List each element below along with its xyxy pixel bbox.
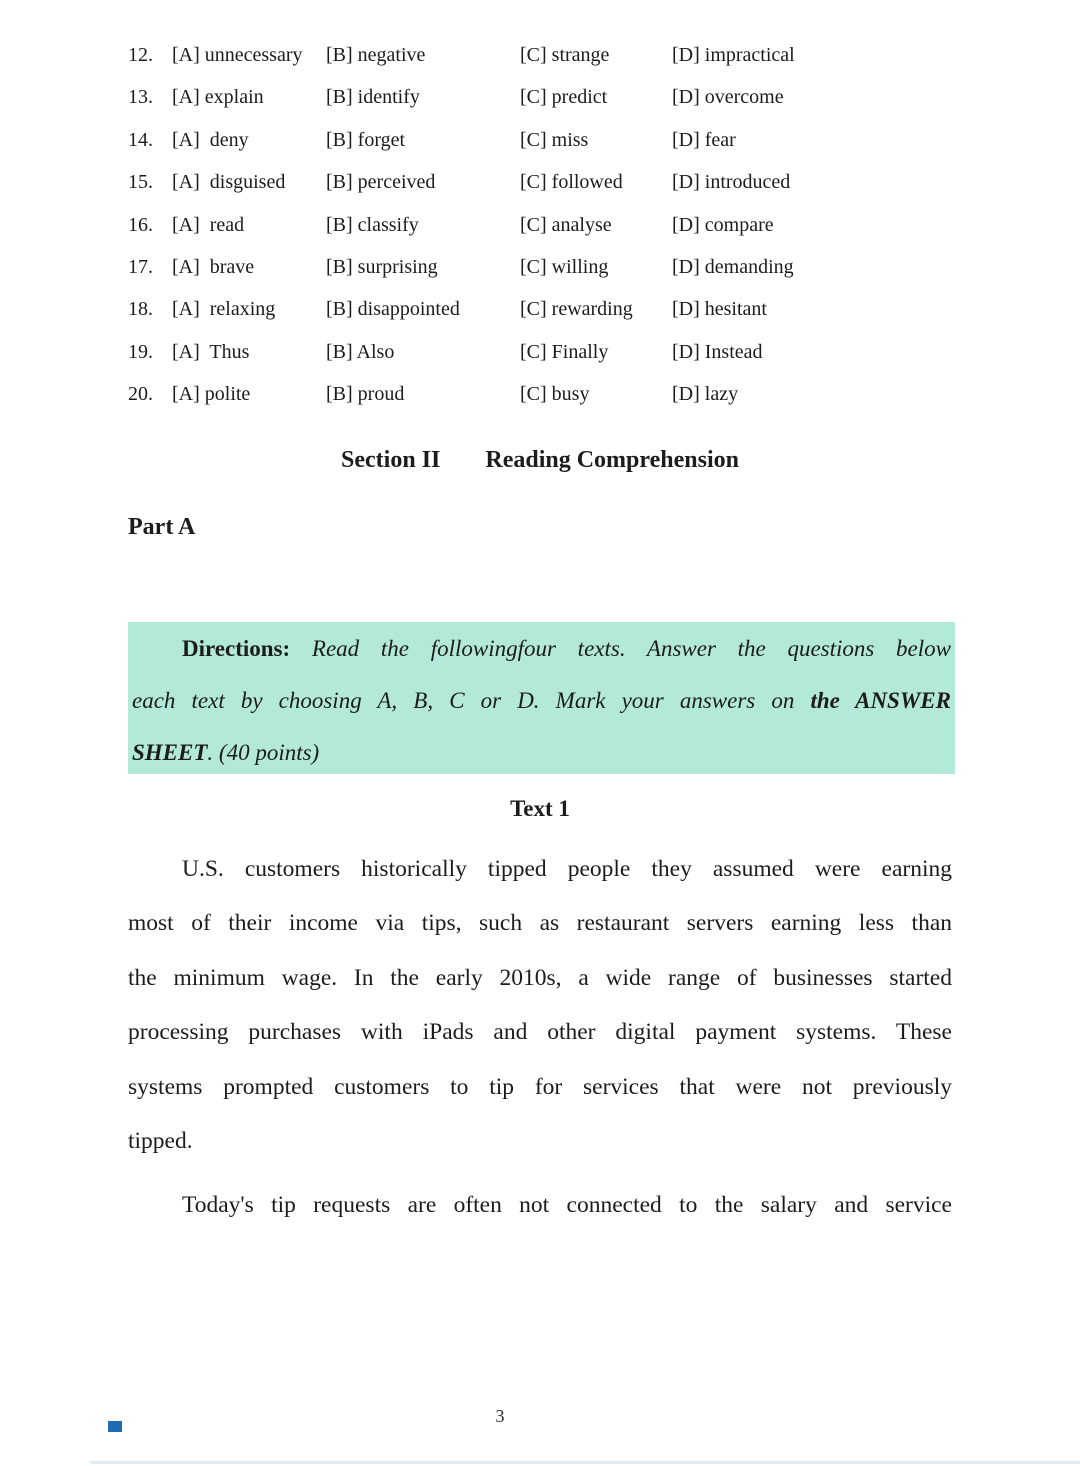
directions-text: each text by choosing A, B, C or D. Mark your answers on: [132, 688, 795, 713]
directions-line-3: [132, 727, 951, 779]
option-c: [C] miss: [520, 128, 589, 151]
option-a: [A] unnecessary: [172, 44, 303, 66]
question-number: 14.: [128, 128, 153, 151]
option-b: [B] classify: [326, 213, 419, 236]
section-heading-title: Reading Comprehension: [485, 447, 739, 473]
blue-square-marker: [108, 1421, 122, 1432]
question-row-12: [128, 34, 1020, 76]
option-a: [A] explain: [172, 86, 264, 109]
option-c: [C] willing: [520, 256, 609, 279]
option-c: [C] strange: [520, 44, 610, 66]
paragraph-line: systems prompted customers to tip for services that were not previously: [128, 1073, 952, 1100]
question-number: 17.: [128, 256, 153, 279]
directions-line-1: [132, 623, 951, 675]
option-b: [B] surprising: [326, 256, 438, 279]
option-d: [D] impractical: [672, 44, 795, 66]
directions-line-2: [132, 675, 951, 727]
option-b: [B] Also: [326, 340, 395, 363]
paragraph-line: U.S. customers historically tipped people they assumed were earning: [182, 856, 952, 882]
option-c: [C] rewarding: [520, 298, 633, 321]
option-b: [B] identify: [326, 86, 420, 109]
cloze-options-section: [128, 34, 1020, 416]
option-c: [C] analyse: [520, 213, 612, 236]
part-a-label: Part A: [128, 514, 196, 540]
option-c: [C] Finally: [520, 340, 609, 363]
option-a: [A] deny: [172, 128, 249, 151]
option-d: [D] compare: [672, 213, 774, 236]
paragraph-line: most of their income via tips, such as restaurant servers earning less than: [128, 910, 952, 937]
option-b: [B] perceived: [326, 171, 436, 194]
question-row-18: [128, 288, 1020, 330]
footer-rule: [90, 1461, 1080, 1464]
option-b: [B] forget: [326, 128, 406, 151]
option-d: [D] overcome: [672, 86, 784, 109]
option-d: [D] Instead: [672, 340, 763, 363]
directions-emphasis: SHEET: [132, 740, 208, 765]
option-c: [C] followed: [520, 171, 623, 194]
question-row-20: [128, 373, 1020, 415]
question-row-15: [128, 161, 1020, 203]
directions-text: Read the followingfour texts. Answer the questions below: [311, 636, 952, 661]
question-number: 19.: [128, 340, 153, 363]
question-number: 18.: [128, 298, 153, 321]
option-a: [A] Thus: [172, 340, 250, 363]
directions-box: [128, 622, 955, 774]
question-row-17: [128, 246, 1020, 288]
option-b: [B] proud: [326, 383, 405, 406]
question-row-19: [128, 331, 1020, 373]
question-number: 15.: [128, 171, 153, 194]
option-d: [D] introduced: [672, 171, 791, 194]
paragraph-line: Today's tip requests are often not connected to the salary and service: [182, 1192, 952, 1218]
option-b: [B] disappointed: [326, 298, 460, 321]
option-a: [A] read: [172, 213, 245, 236]
question-row-14: [128, 119, 1020, 161]
question-number: 13.: [128, 86, 153, 109]
paragraph-line: processing purchases with iPads and other digital payment systems. These: [128, 1019, 952, 1046]
option-d: [D] hesitant: [672, 298, 767, 321]
question-row-13: [128, 76, 1020, 118]
option-d: [D] demanding: [672, 256, 794, 279]
option-d: [D] fear: [672, 128, 736, 151]
option-d: [D] lazy: [672, 383, 739, 406]
text1-title: Text 1: [510, 796, 570, 821]
text1-paragraph-1: [128, 842, 952, 1168]
option-a: [A] relaxing: [172, 298, 276, 321]
page-number: 3: [495, 1406, 505, 1426]
paragraph-line: tipped.: [128, 1128, 193, 1155]
text1-paragraph-2: [128, 1178, 952, 1232]
directions-label: Directions:: [182, 636, 291, 661]
section-heading-number: Section II: [341, 447, 441, 473]
option-a: [A] brave: [172, 256, 255, 279]
question-number: 20.: [128, 383, 153, 406]
option-b: [B] negative: [326, 44, 426, 66]
question-number: 12.: [128, 44, 153, 66]
question-number: 16.: [128, 213, 153, 236]
section-heading: [0, 447, 1080, 474]
option-c: [C] predict: [520, 86, 608, 109]
directions-text: . (40 points): [207, 740, 320, 765]
paragraph-line: the minimum wage. In the early 2010s, a wide range of businesses started: [128, 964, 952, 991]
directions-emphasis: the ANSWER: [810, 688, 951, 713]
question-row-16: [128, 204, 1020, 246]
option-a: [A] disguised: [172, 171, 286, 194]
option-c: [C] busy: [520, 383, 590, 406]
option-a: [A] polite: [172, 383, 251, 406]
